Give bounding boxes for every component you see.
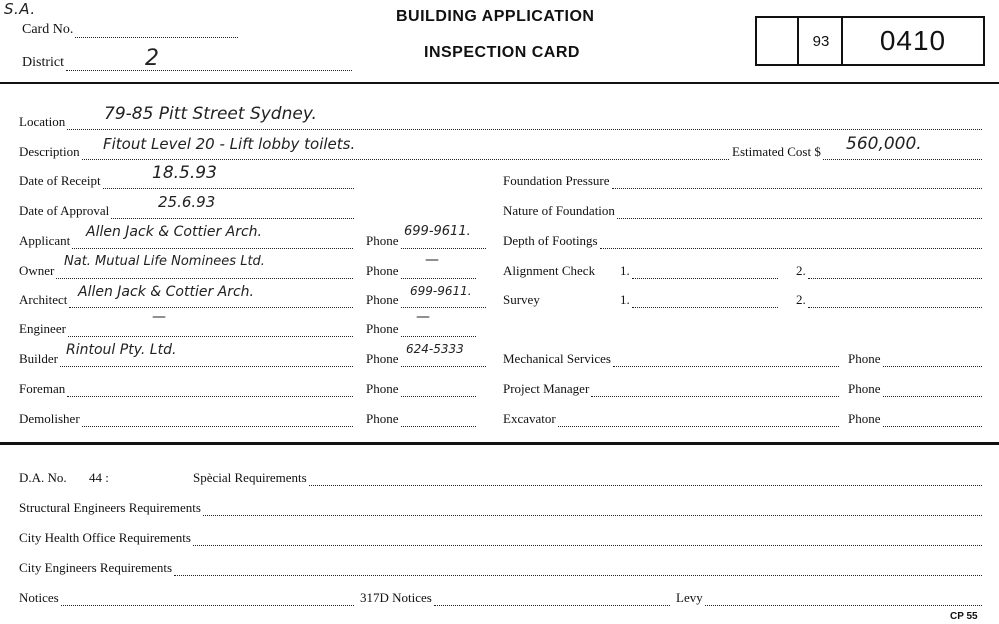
- sa-note: S.A.: [4, 0, 36, 18]
- project-manager-phone-field[interactable]: [848, 381, 982, 397]
- date-approval-value: 25.6.93: [158, 193, 216, 211]
- location-label: Location: [19, 114, 66, 129]
- demolisher-phone-field[interactable]: [366, 411, 476, 427]
- survey-2-label: 2.: [796, 292, 806, 307]
- date-approval-label: Date of Approval: [19, 203, 110, 218]
- demolisher-field[interactable]: [19, 411, 353, 427]
- da-no-value: 44 :: [89, 470, 109, 485]
- demolisher-label: Demolisher: [19, 411, 80, 426]
- nature-foundation-dots: [617, 206, 982, 219]
- district-label: District: [22, 55, 64, 70]
- owner-phone-value: —: [425, 252, 439, 268]
- architect-phone-value: 699-9611.: [410, 284, 472, 298]
- form-title-line1: BUILDING APPLICATION: [396, 8, 595, 25]
- builder-phone-value: 624-5333: [406, 342, 464, 356]
- demolisher-phone-dots: [401, 414, 477, 427]
- form-title-line2: INSPECTION CARD: [424, 44, 580, 61]
- foreman-phone-field[interactable]: [366, 381, 476, 397]
- estimated-cost-label: Estimated Cost $: [732, 144, 821, 159]
- card-no-dots: [75, 25, 238, 38]
- builder-phone-label: Phone: [366, 351, 399, 366]
- district-field[interactable]: [22, 55, 352, 71]
- excavator-phone-field[interactable]: [848, 411, 982, 427]
- description-value: Fitout Level 20 - Lift lobby toilets.: [103, 135, 356, 153]
- special-requirements-dots: [309, 473, 982, 486]
- nature-foundation-field[interactable]: [503, 203, 982, 219]
- foreman-phone-label: Phone: [366, 381, 399, 396]
- engineer-field[interactable]: [19, 321, 353, 337]
- foundation-pressure-dots: [612, 176, 982, 189]
- notices-field[interactable]: [19, 590, 354, 606]
- engineers-requirements-label: City Engineers Requirements: [19, 560, 173, 575]
- project-manager-field[interactable]: [503, 381, 839, 397]
- nature-foundation-label: Nature of Foundation: [503, 203, 615, 218]
- owner-phone-label: Phone: [366, 263, 399, 278]
- survey-1-dots: [632, 295, 778, 308]
- engineer-phone-label: Phone: [366, 321, 399, 336]
- depth-footings-label: Depth of Footings: [503, 233, 598, 248]
- district-value: 2: [145, 46, 159, 71]
- notices-317d-label: 317D Notices: [360, 590, 432, 605]
- survey-1-field[interactable]: [620, 292, 778, 308]
- demolisher-dots: [82, 414, 353, 427]
- excavator-field[interactable]: [503, 411, 839, 427]
- location-value: 79-85 Pitt Street Sydney.: [104, 104, 317, 124]
- survey-2-dots: [808, 295, 982, 308]
- alignment-check-2-label: 2.: [796, 263, 806, 278]
- form-code: CP 55: [950, 611, 978, 622]
- engineer-phone-value: —: [416, 309, 430, 325]
- foreman-dots: [67, 384, 353, 397]
- alignment-check-2-field[interactable]: [796, 263, 982, 279]
- alignment-check-1-field[interactable]: [620, 263, 778, 279]
- survey-2-field[interactable]: [796, 292, 982, 308]
- notices-317d-field[interactable]: [360, 590, 670, 606]
- description-label: Description: [19, 144, 80, 159]
- applicant-label: Applicant: [19, 233, 71, 248]
- engineer-value: —: [152, 309, 166, 325]
- owner-value: Nat. Mutual Life Nominees Ltd.: [64, 254, 265, 269]
- levy-field[interactable]: [676, 590, 982, 606]
- engineer-dots: [68, 324, 353, 337]
- foreman-phone-dots: [401, 384, 477, 397]
- health-requirements-field[interactable]: [19, 530, 982, 546]
- special-requirements-field[interactable]: [193, 470, 982, 486]
- engineer-phone-dots: [401, 324, 477, 337]
- alignment-check-2-dots: [808, 266, 982, 279]
- engineers-requirements-field[interactable]: [19, 560, 982, 576]
- district-dots: [66, 58, 352, 71]
- date-approval-dots: [111, 206, 354, 219]
- date-receipt-label: Date of Receipt: [19, 173, 101, 188]
- architect-label: Architect: [19, 292, 68, 307]
- structural-requirements-field[interactable]: [19, 500, 982, 516]
- notices-317d-dots: [434, 593, 670, 606]
- estimated-cost-value: 560,000.: [846, 134, 922, 154]
- architect-phone-label: Phone: [366, 292, 399, 307]
- mechanical-field[interactable]: [503, 351, 839, 367]
- alignment-check-1-dots: [632, 266, 778, 279]
- applicant-value: Allen Jack & Cottier Arch.: [86, 224, 263, 240]
- survey-1-label: 1.: [620, 292, 630, 307]
- da-no-label: D.A. No.: [19, 470, 67, 485]
- mechanical-label: Mechanical Services: [503, 351, 611, 366]
- depth-footings-dots: [600, 236, 982, 249]
- card-no-field[interactable]: [22, 22, 238, 38]
- levy-label: Levy: [676, 590, 703, 605]
- excavator-phone-label: Phone: [848, 411, 881, 426]
- health-requirements-label: City Health Office Requirements: [19, 530, 191, 545]
- excavator-dots: [558, 414, 839, 427]
- excavator-phone-dots: [883, 414, 983, 427]
- builder-value: Rintoul Pty. Ltd.: [66, 342, 177, 358]
- notices-dots: [61, 593, 354, 606]
- builder-label: Builder: [19, 351, 58, 366]
- foundation-pressure-label: Foundation Pressure: [503, 173, 610, 188]
- project-manager-label: Project Manager: [503, 381, 590, 396]
- owner-phone-field[interactable]: [366, 263, 476, 279]
- date-receipt-value: 18.5.93: [152, 163, 217, 183]
- health-requirements-dots: [193, 533, 982, 546]
- foundation-pressure-field[interactable]: [503, 173, 982, 189]
- mechanical-dots: [613, 354, 839, 367]
- engineer-label: Engineer: [19, 321, 66, 336]
- alignment-check-label: Alignment Check: [503, 263, 596, 278]
- notices-label: Notices: [19, 590, 59, 605]
- card-number-box: [755, 16, 985, 66]
- excavator-label: Excavator: [503, 411, 556, 426]
- mechanical-phone-dots: [883, 354, 983, 367]
- card-number-prefix: 93: [797, 18, 843, 64]
- engineers-requirements-dots: [174, 563, 982, 576]
- applicant-phone-value: 699-9611.: [404, 224, 471, 239]
- date-receipt-dots: [103, 176, 354, 189]
- card-number: 0410: [841, 18, 983, 64]
- survey-label: Survey: [503, 292, 540, 307]
- mechanical-phone-label: Phone: [848, 351, 881, 366]
- section-divider: [0, 442, 999, 445]
- foreman-label: Foreman: [19, 381, 66, 396]
- project-manager-dots: [591, 384, 839, 397]
- depth-footings-field[interactable]: [503, 233, 982, 249]
- mechanical-phone-field[interactable]: [848, 351, 982, 367]
- levy-dots: [705, 593, 982, 606]
- card-no-label: Card No.: [22, 22, 74, 37]
- alignment-check-1-label: 1.: [620, 263, 630, 278]
- header-divider: [0, 82, 999, 84]
- structural-requirements-dots: [203, 503, 982, 516]
- project-manager-phone-label: Phone: [848, 381, 881, 396]
- special-requirements-label: Spècial Requirements: [193, 470, 307, 485]
- demolisher-phone-label: Phone: [366, 411, 399, 426]
- architect-value: Allen Jack & Cottier Arch.: [78, 284, 255, 300]
- foreman-field[interactable]: [19, 381, 353, 397]
- applicant-phone-label: Phone: [366, 233, 399, 248]
- owner-label: Owner: [19, 263, 55, 278]
- project-manager-phone-dots: [883, 384, 983, 397]
- structural-requirements-label: Structural Engineers Requirements: [19, 500, 201, 515]
